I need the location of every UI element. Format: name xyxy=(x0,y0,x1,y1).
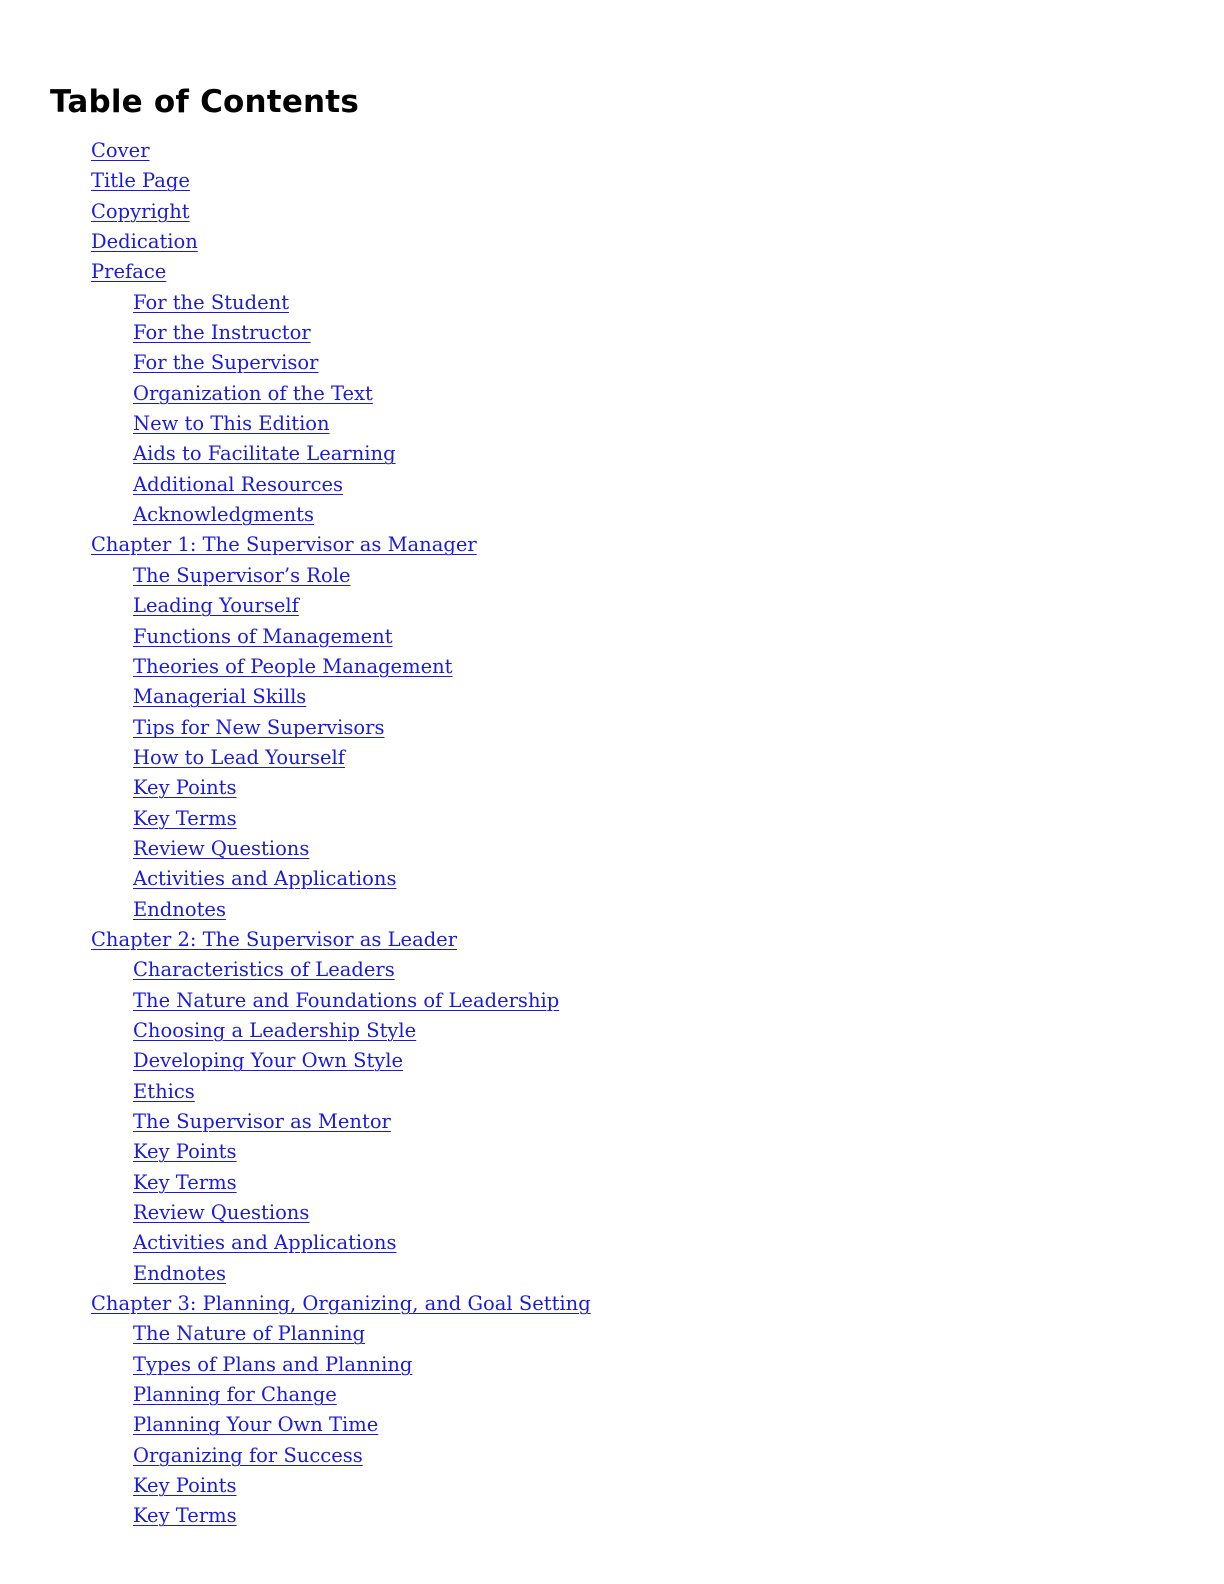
toc-link[interactable]: For the Instructor xyxy=(133,321,311,345)
toc-link[interactable]: Review Questions xyxy=(133,1201,310,1225)
toc-subentry xyxy=(0,1016,591,1046)
toc-subentry xyxy=(0,682,591,712)
toc-link[interactable]: Dedication xyxy=(91,230,198,254)
toc-subentry xyxy=(0,288,591,318)
toc-subentry xyxy=(0,864,591,894)
toc-link[interactable]: Activities and Applications xyxy=(133,1231,397,1255)
toc-link[interactable]: Endnotes xyxy=(133,897,226,921)
toc-link[interactable]: Managerial Skills xyxy=(133,685,307,709)
toc-link[interactable]: How to Lead Yourself xyxy=(133,745,346,769)
toc-subentry xyxy=(0,1380,591,1410)
toc-link[interactable]: Endnotes xyxy=(133,1261,226,1285)
toc-subentry xyxy=(0,895,591,925)
toc-subentry xyxy=(0,1228,591,1258)
toc-subentry xyxy=(0,1168,591,1198)
toc-entry xyxy=(0,166,591,196)
toc-link[interactable]: Key Terms xyxy=(133,1504,237,1528)
toc-link[interactable]: Review Questions xyxy=(133,836,310,860)
toc-link[interactable]: Ethics xyxy=(133,1079,195,1103)
toc-link[interactable]: Characteristics of Leaders xyxy=(133,958,395,982)
toc-subentry xyxy=(0,348,591,378)
toc-link[interactable]: The Nature of Planning xyxy=(133,1322,365,1346)
toc-link[interactable]: Key Terms xyxy=(133,1170,237,1194)
toc-entry xyxy=(0,925,591,955)
toc-link[interactable]: Aids to Facilitate Learning xyxy=(133,442,396,466)
toc-link[interactable]: Chapter 1: The Supervisor as Manager xyxy=(91,533,477,557)
toc-subentry xyxy=(0,439,591,469)
toc-subentry xyxy=(0,1441,591,1471)
toc-link[interactable]: New to This Edition xyxy=(133,412,330,436)
toc-link[interactable]: Title Page xyxy=(91,169,190,193)
toc-link[interactable]: The Supervisor’s Role xyxy=(133,563,351,587)
toc-link[interactable]: Preface xyxy=(91,260,167,284)
toc-subentry xyxy=(0,622,591,652)
toc-link[interactable]: Tips for New Supervisors xyxy=(133,715,385,739)
toc-link[interactable]: For the Supervisor xyxy=(133,351,319,375)
toc-link[interactable]: Theories of People Management xyxy=(133,654,453,678)
toc-link[interactable]: The Nature and Foundations of Leadership xyxy=(133,988,560,1012)
toc-subentry xyxy=(0,1501,591,1531)
toc-subentry xyxy=(0,1198,591,1228)
toc-subentry xyxy=(0,409,591,439)
toc-subentry xyxy=(0,500,591,530)
toc-link[interactable]: Functions of Management xyxy=(133,624,393,648)
toc-entry xyxy=(0,257,591,287)
page-title: Table of Contents xyxy=(50,84,359,120)
toc-link[interactable]: Acknowledgments xyxy=(133,503,314,527)
toc-link[interactable]: Organizing for Success xyxy=(133,1443,363,1467)
toc-link[interactable]: Additional Resources xyxy=(133,472,344,496)
toc-subentry xyxy=(0,986,591,1016)
toc-list xyxy=(0,136,591,1532)
toc-link[interactable]: Key Terms xyxy=(133,806,237,830)
toc-entry xyxy=(0,530,591,560)
toc-link[interactable]: Key Points xyxy=(133,776,237,800)
toc-link[interactable]: The Supervisor as Mentor xyxy=(133,1110,391,1133)
toc-entry xyxy=(0,197,591,227)
toc-subentry xyxy=(0,834,591,864)
toc-subentry xyxy=(0,743,591,773)
toc-subentry xyxy=(0,1471,591,1501)
toc-link[interactable]: Types of Plans and Planning xyxy=(133,1352,413,1376)
toc-link[interactable]: Leading Yourself xyxy=(133,594,299,618)
toc-subentry xyxy=(0,1077,591,1107)
toc-link[interactable]: Planning for Change xyxy=(133,1383,337,1407)
toc-entry xyxy=(0,1289,591,1319)
toc-subentry xyxy=(0,804,591,834)
toc-link[interactable]: Developing Your Own Style xyxy=(133,1049,404,1073)
toc-subentry xyxy=(0,713,591,743)
toc-subentry xyxy=(0,318,591,348)
toc-subentry xyxy=(0,652,591,682)
toc-subentry xyxy=(0,773,591,803)
toc-link[interactable]: Key Points xyxy=(133,1474,237,1498)
toc-subentry xyxy=(0,1319,591,1349)
toc-subentry xyxy=(0,1046,591,1076)
toc-link[interactable]: Organization of the Text xyxy=(133,381,373,405)
toc-link[interactable]: Copyright xyxy=(91,199,190,223)
toc-subentry xyxy=(0,1107,591,1137)
toc-subentry xyxy=(0,591,591,621)
toc-subentry xyxy=(0,1350,591,1380)
toc-link[interactable]: For the Student xyxy=(133,290,290,314)
toc-subentry xyxy=(0,470,591,500)
toc-subentry xyxy=(0,955,591,985)
toc-link[interactable]: Activities and Applications xyxy=(133,867,397,891)
toc-link[interactable]: Planning Your Own Time xyxy=(133,1413,379,1437)
toc-link[interactable]: Chapter 2: The Supervisor as Leader xyxy=(91,927,458,951)
toc-link[interactable]: Choosing a Leadership Style xyxy=(133,1018,417,1042)
toc-subentry xyxy=(0,1137,591,1167)
toc-subentry xyxy=(0,1259,591,1289)
toc-entry xyxy=(0,227,591,257)
toc-link[interactable]: Cover xyxy=(91,139,150,162)
toc-entry xyxy=(0,136,591,166)
toc-subentry xyxy=(0,1410,591,1440)
toc-link[interactable]: Key Points xyxy=(133,1140,237,1164)
toc-subentry xyxy=(0,379,591,409)
toc-link[interactable]: Chapter 3: Planning, Organizing, and Goal Setting xyxy=(91,1292,591,1316)
toc-subentry xyxy=(0,561,591,591)
